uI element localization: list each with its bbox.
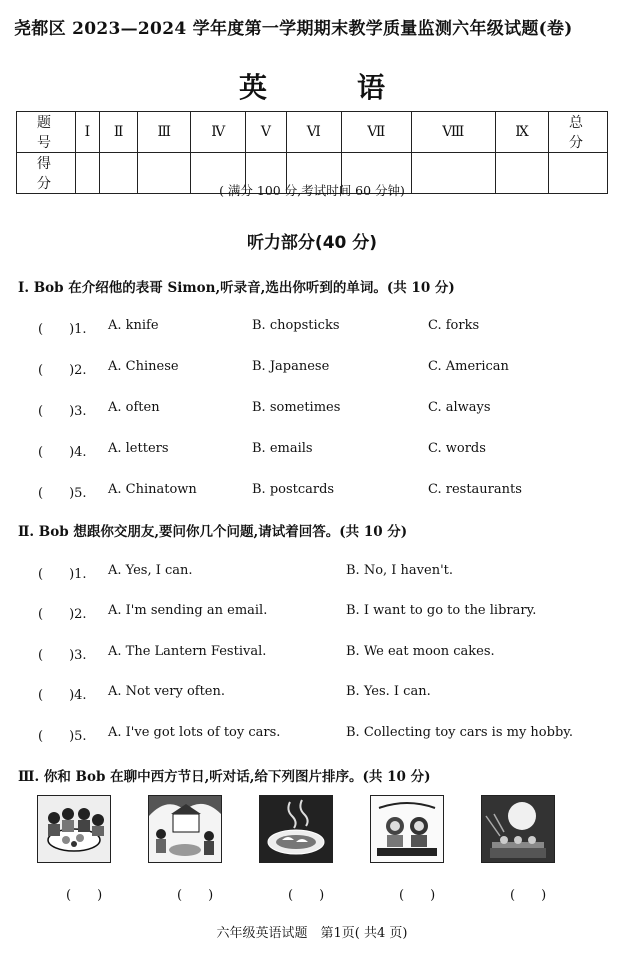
answer-bracket[interactable]: ( )3.: [38, 404, 87, 419]
picture-row: [0, 795, 624, 865]
s2-question-5: [0, 725, 624, 743]
option-b: B. Japanese: [252, 359, 330, 374]
option-c: C. words: [428, 441, 486, 456]
option-a: A. I'm sending an email.: [108, 603, 268, 618]
option-c: C. American: [428, 359, 509, 374]
picture-4-answer-bracket[interactable]: ( ): [399, 888, 436, 903]
s2-question-4: [0, 684, 624, 702]
answer-bracket[interactable]: ( )5.: [38, 486, 87, 501]
section-2-title: Ⅱ. Bob 想跟你交朋友,要问你几个问题,请试着回答。(共 10 分): [18, 524, 408, 540]
section-3-title: Ⅲ. 你和 Bob 在聊中西方节日,听对话,给下列图片排序。(共 10 分): [18, 769, 431, 785]
score-col-8: Ⅷ: [411, 112, 495, 153]
option-a: A. I've got lots of toy cars.: [108, 725, 281, 740]
option-a: A. often: [108, 400, 160, 415]
family-dinner-icon: [37, 795, 111, 863]
answer-bracket[interactable]: ( )3.: [38, 648, 87, 663]
option-b: B. We eat moon cakes.: [346, 644, 495, 659]
option-a: A. knife: [108, 318, 159, 333]
s2-question-1: [0, 563, 624, 581]
answer-bracket[interactable]: ( )2.: [38, 607, 87, 622]
answer-bracket[interactable]: ( )2.: [38, 363, 87, 378]
score-col-2: Ⅱ: [99, 112, 137, 153]
score-col-6: Ⅵ: [286, 112, 341, 153]
picture-3-answer-bracket[interactable]: ( ): [288, 888, 325, 903]
option-a: A. Chinese: [108, 359, 179, 374]
answer-bracket[interactable]: ( )1.: [38, 322, 87, 337]
section-1-title: Ⅰ. Bob 在介绍他的表哥 Simon,听录音,选出你听到的单词。(共 10 分): [18, 280, 455, 296]
option-a: A. letters: [108, 441, 169, 456]
option-b: B. chopsticks: [252, 318, 340, 333]
option-b: B. sometimes: [252, 400, 341, 415]
answer-bracket[interactable]: ( )5.: [38, 729, 87, 744]
dumplings-icon: [259, 795, 333, 863]
subject-char-1: 英: [238, 71, 267, 104]
option-c: C. forks: [428, 318, 480, 333]
garden-picnic-icon: [148, 795, 222, 863]
s1-question-5: [0, 482, 624, 500]
s1-question-1: [0, 318, 624, 336]
exam-header-title: 尧都区 2023—2024 学年度第一学期期末教学质量监测六年级试题(卷): [14, 19, 573, 39]
answer-bracket[interactable]: ( )1.: [38, 567, 87, 582]
picture-1-answer-bracket[interactable]: ( ): [66, 888, 103, 903]
score-col-9: Ⅸ: [495, 112, 548, 153]
total-score-label: 总 分: [549, 112, 608, 153]
answer-bracket[interactable]: ( )4.: [38, 445, 87, 460]
score-table-row-question: [17, 112, 608, 153]
s1-question-4: [0, 441, 624, 459]
subject-char-2: 语: [357, 71, 386, 104]
picture-5-answer-bracket[interactable]: ( ): [510, 888, 547, 903]
thanksgiving-card-icon: [370, 795, 444, 863]
question-number-label: 题 号: [17, 112, 76, 153]
option-b: B. emails: [252, 441, 313, 456]
s1-question-2: [0, 359, 624, 377]
option-c: C. restaurants: [428, 482, 522, 497]
subject-title: [0, 66, 624, 106]
option-c: C. always: [428, 400, 491, 415]
option-a: A. The Lantern Festival.: [108, 644, 267, 659]
option-b: B. No, I haven't.: [346, 563, 454, 578]
s2-question-2: [0, 603, 624, 621]
score-col-1: Ⅰ: [76, 112, 100, 153]
score-col-4: Ⅳ: [191, 112, 246, 153]
score-col-5: Ⅴ: [246, 112, 287, 153]
s2-question-3: [0, 644, 624, 662]
score-label: 得 分: [17, 153, 76, 194]
answer-bracket[interactable]: ( )4.: [38, 688, 87, 703]
mid-autumn-moon-icon: [481, 795, 555, 863]
score-col-7: Ⅶ: [341, 112, 411, 153]
picture-2-answer-bracket[interactable]: ( ): [177, 888, 214, 903]
option-b: B. postcards: [252, 482, 335, 497]
option-b: B. Collecting toy cars is my hobby.: [346, 725, 574, 740]
listening-part-title: 听力部分(40 分): [246, 233, 378, 253]
option-a: A. Not very often.: [108, 684, 225, 699]
exam-note: ( 满分 100 分,考试时间 60 分钟): [219, 183, 405, 198]
option-a: A. Chinatown: [108, 482, 197, 497]
score-col-3: Ⅲ: [138, 112, 191, 153]
option-b: B. I want to go to the library.: [346, 603, 537, 618]
option-b: B. Yes. I can.: [346, 684, 431, 699]
option-a: A. Yes, I can.: [108, 563, 193, 578]
page-footer: 六年级英语试题 第1页( 共4 页): [216, 926, 408, 941]
s1-question-3: [0, 400, 624, 418]
